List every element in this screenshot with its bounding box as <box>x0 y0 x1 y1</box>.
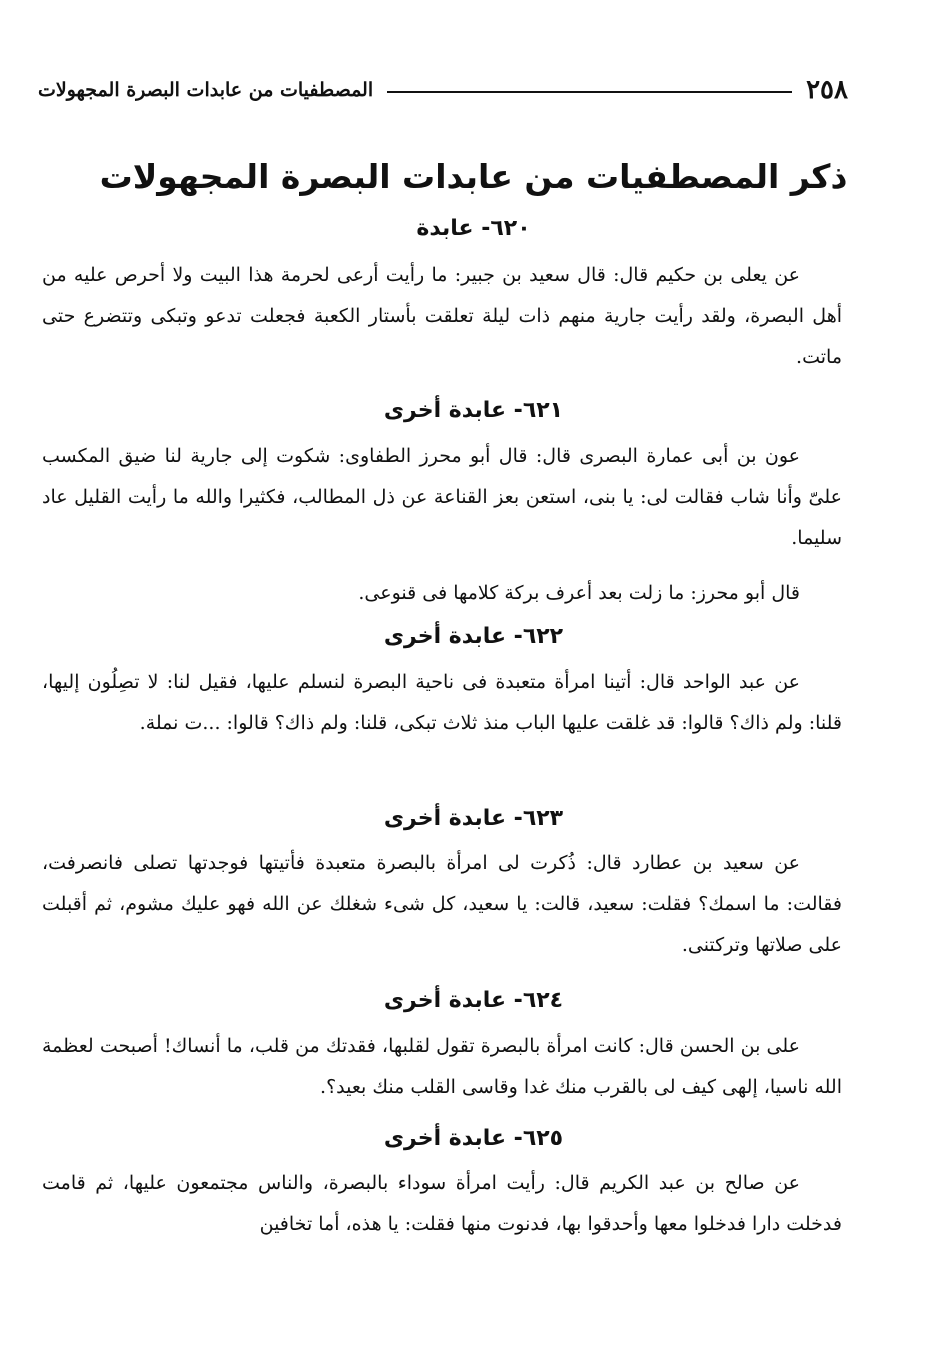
paragraph-622: عن عبد الواحد قال: أتينا امرأة متعبدة فى ناحية البصرة لنسلم عليها، فقيل لنا: لا تصِلُون إليها، قلنا: ولم ذاك؟ قالوا: قد غلقت عليها الباب منذ ثلاث تبكى، قلنا: ولم ذاك؟ قالوا: ...ت نملة. <box>42 671 842 734</box>
section-heading-622: ٦٢٢- عابدة أخرى <box>383 624 564 649</box>
section-heading-625: ٦٢٥- عابدة أخرى <box>383 1126 564 1151</box>
paragraph-625: عن صالح بن عبد الكريم قال: رأيت امرأة سوداء بالبصرة، والناس مجتمعون عليها، ثم قامت فدخلت دارا فدخلوا معها وأحدقوا بها، فدنوت منها فقلت: يا هذه، أما تخافين <box>42 1172 842 1235</box>
running-header <box>38 70 848 110</box>
running-title: المصطفيات من عابدات البصرة المجهولات <box>38 79 374 101</box>
section-heading-620: ٦٢٠- عابدة <box>416 216 531 241</box>
paragraph-620: عن يعلى بن حكيم قال: قال سعيد بن جبير: ما رأيت أرعى لحرمة هذا البيت ولا أحرص عليه من أهل البصرة، ولقد رأيت جارية منهم ذات ليلة تعلقت بأستار الكعبة فجعلت تدعو وتبكى وتتضرع حتى ماتت. <box>42 264 842 368</box>
chapter-title: ذكر المصطفيات من عابدات البصرة المجهولات <box>99 157 848 196</box>
header-rule <box>387 91 792 93</box>
paragraph-621-1: عون بن أبى عمارة البصرى قال: قال أبو محرز الطفاوى: شكوت إلى جارية لنا ضيق المكسب علىّ وأنا شاب فقالت لى: يا بنى، استعن بعز القناعة عن ذل المطالب، فكثيرا والله ما رأيت القليل عاد سليما. <box>42 445 842 549</box>
section-heading-623: ٦٢٣- عابدة أخرى <box>383 806 564 831</box>
section-heading-624: ٦٢٤- عابدة أخرى <box>383 988 564 1013</box>
paragraph-624: على بن الحسن قال: كانت امرأة بالبصرة تقول لقلبها، فقدتك من قلب، ما أنساك! أصبحت لعظمة الله ناسيا، إلهى كيف لى بالقرب منك غدا وقاسى القلب منك بعيد؟. <box>42 1035 842 1098</box>
paragraph-621-2: قال أبو محرز: ما زلت بعد أعرف بركة كلامها فى قنوعى. <box>358 582 800 604</box>
page-number: ٢٥٨ <box>806 75 848 105</box>
paragraph-623: عن سعيد بن عطارد قال: ذُكرت لى امرأة بالبصرة متعبدة فأتيتها فوجدتها تصلى فانصرفت، فقالت: ما اسمك؟ فقلت: سعيد، قالت: يا سعيد، كل شىء شغلك عن الله فهو عليك مشوم، ثم أقبلت على صلاتها وتركتنى. <box>42 852 842 956</box>
section-heading-621: ٦٢١- عابدة أخرى <box>383 398 564 423</box>
